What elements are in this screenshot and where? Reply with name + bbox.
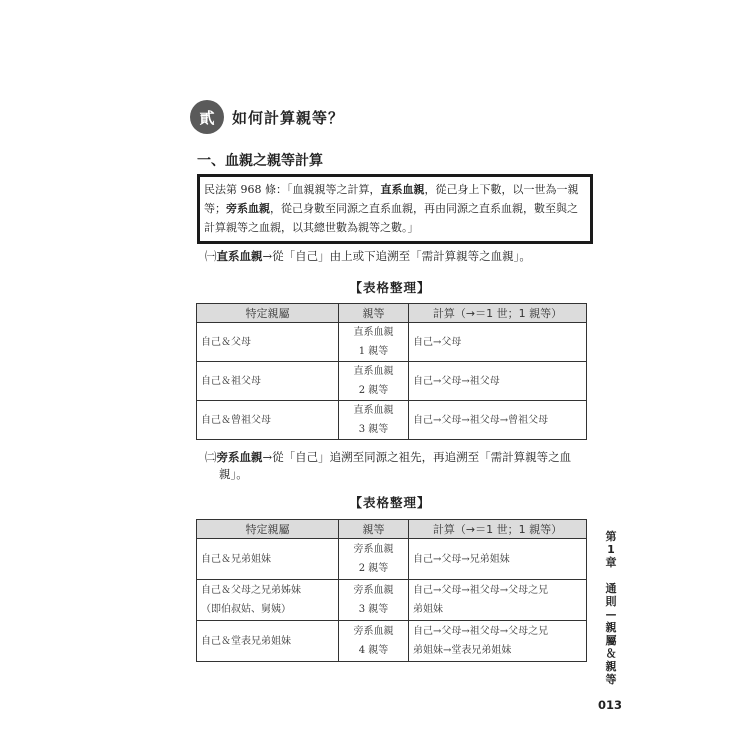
cell-kind: 旁系血親 <box>353 544 394 555</box>
table-header-row <box>197 520 587 539</box>
item-bold: 直系血親 <box>216 249 263 263</box>
cell-degree-value: 2 親等 <box>358 563 389 574</box>
cell-degree-value: 3 親等 <box>358 424 389 435</box>
direct-relatives-table <box>196 303 587 440</box>
section-badge: 貳 <box>190 100 224 134</box>
cell-relative-line1: 自己＆兄弟姐妹 <box>201 553 271 565</box>
header-degree: 親等 <box>339 304 409 323</box>
cell-calc-line2: 弟姐妹→堂表兄弟姐妹 <box>413 645 512 656</box>
item-marker: ㈡ <box>205 450 217 464</box>
side-tab-char: 1 <box>607 543 615 556</box>
cell-calc-line1: 自己→父母→兄弟姐妹 <box>413 553 510 565</box>
side-tab-char: — <box>605 608 617 621</box>
cell-calculation <box>409 621 587 662</box>
cell-calculation: 自己→父母 <box>409 323 587 362</box>
table-row <box>197 362 587 401</box>
header-calculation: 計算（→＝1 世；1 親等） <box>409 304 587 323</box>
table-row <box>197 621 587 662</box>
side-tab-char: ＆ <box>605 647 617 660</box>
table-title: 【表格整理】 <box>349 495 431 510</box>
cell-degree <box>339 580 409 621</box>
cell-calculation: 自己→父母→祖父母→曾祖父母 <box>409 401 587 440</box>
cell-degree <box>339 539 409 580</box>
side-tab-char: 通 <box>605 582 617 595</box>
law-quote-box <box>197 174 593 244</box>
subsection-title: 一、血親之親等計算 <box>197 153 323 169</box>
cell-degree <box>339 401 409 440</box>
section-title: 如何計算親等？ <box>232 108 345 127</box>
side-tab-char: 親 <box>605 660 617 673</box>
cell-calculation: 自己→父母→祖父母 <box>409 362 587 401</box>
cell-relative: 自己＆父母 <box>197 323 339 362</box>
cell-calc-line2: 弟姐妹 <box>413 604 443 615</box>
header-degree: 親等 <box>339 520 409 539</box>
collateral-relatives-table <box>196 519 587 662</box>
cell-calc-line1: 自己→父母→祖父母→父母之兄 <box>413 626 549 637</box>
cell-relative-line1: 自己＆父母之兄弟姊妹 <box>201 585 301 596</box>
section-heading <box>190 100 344 134</box>
cell-degree <box>339 323 409 362</box>
header-relative: 特定親屬 <box>197 520 339 539</box>
law-bold-collateral: 旁系血親 <box>226 202 270 215</box>
side-tab-char: 親 <box>605 621 617 634</box>
table-row <box>197 580 587 621</box>
cell-degree-value: 1 親等 <box>358 346 389 357</box>
header-relative: 特定親屬 <box>197 304 339 323</box>
side-tab-spacer <box>598 569 624 582</box>
cell-kind: 直系血親 <box>353 366 394 377</box>
table-header-row <box>197 304 587 323</box>
item-text-continued: 親」。 <box>219 467 248 481</box>
cell-relative-line1: 自己＆堂表兄弟姐妹 <box>201 635 291 647</box>
cell-kind: 旁系血親 <box>353 626 394 637</box>
law-text-3: ，從己身數至同源之直系血親，再由同源之直系血親，數至與之計算親等之血親，以其總世數為親等之數。」 <box>204 202 578 234</box>
item-marker: ㈠ <box>205 249 217 263</box>
page-number: 013 <box>598 698 623 712</box>
item-bold: 旁系血親 <box>216 450 263 464</box>
cell-kind: 直系血親 <box>353 405 394 416</box>
cell-calc-line1: 自己→父母→祖父母→父母之兄 <box>413 585 549 596</box>
cell-degree <box>339 621 409 662</box>
law-text-2: ，從己身上下數，以一世為一親等； <box>204 183 579 215</box>
cell-relative: 自己＆祖父母 <box>197 362 339 401</box>
cell-relative <box>197 621 339 662</box>
cell-degree <box>339 362 409 401</box>
table-title: 【表格整理】 <box>349 280 431 295</box>
law-text-1: 民法第 968 條：「血親親等之計算， <box>204 183 381 196</box>
table-row <box>197 323 587 362</box>
cell-calculation <box>409 580 587 621</box>
cell-relative-line2: （即伯叔姑、舅姨） <box>201 604 291 615</box>
cell-degree-value: 4 親等 <box>358 645 389 656</box>
item-text: →從「自己」追溯至同源之祖先，再追溯至「需計算親等之血 <box>262 450 572 464</box>
item-collateral-relatives <box>205 449 595 483</box>
cell-calculation <box>409 539 587 580</box>
item-text: →從「自己」由上或下追溯至「需計算親等之血親」。 <box>262 249 531 263</box>
chapter-side-tab <box>598 530 624 686</box>
cell-degree-value: 3 親等 <box>358 604 389 615</box>
cell-degree-value: 2 親等 <box>358 385 389 396</box>
cell-relative <box>197 580 339 621</box>
law-bold-direct: 直系血親 <box>380 183 425 196</box>
cell-kind: 直系血親 <box>353 327 394 338</box>
side-tab-char: 等 <box>605 673 617 686</box>
cell-relative: 自己＆曾祖父母 <box>197 401 339 440</box>
table-row <box>197 401 587 440</box>
side-tab-char: 章 <box>605 556 617 569</box>
side-tab-char: 則 <box>605 595 617 608</box>
side-tab-char: 第 <box>605 530 617 543</box>
side-tab-char: 屬 <box>605 634 617 647</box>
header-calculation: 計算（→＝1 世；1 親等） <box>409 520 587 539</box>
cell-kind: 旁系血親 <box>353 585 394 596</box>
table-row <box>197 539 587 580</box>
cell-relative <box>197 539 339 580</box>
item-direct-relatives <box>205 248 531 264</box>
